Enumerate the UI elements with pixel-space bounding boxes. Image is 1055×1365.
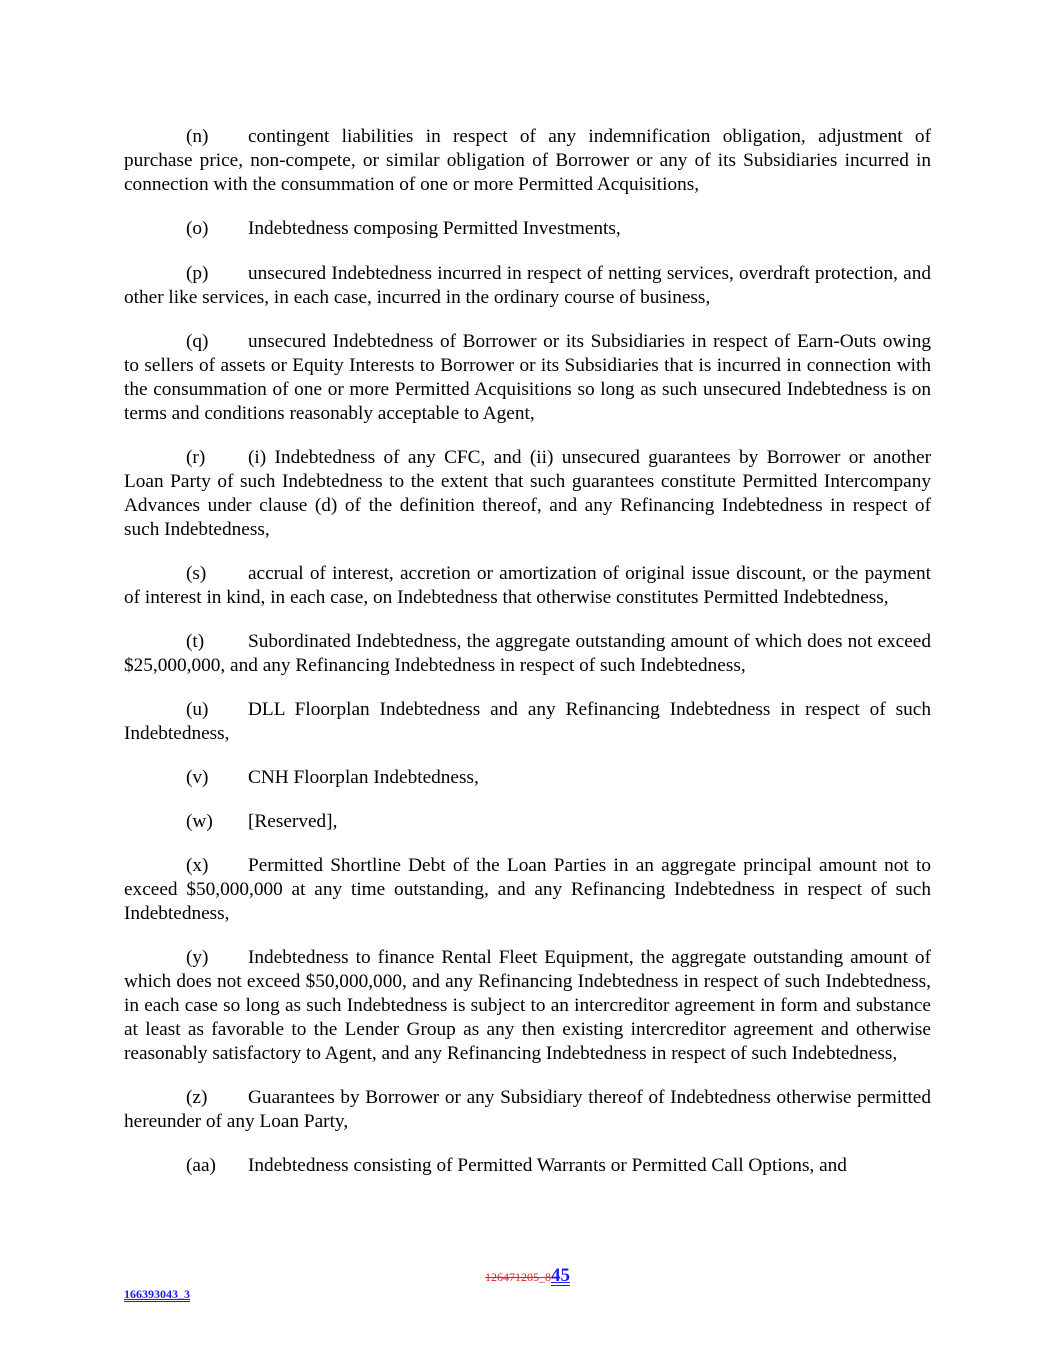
clause-label: (o) — [186, 218, 209, 239]
clause-text: CNH Floorplan Indebtedness, — [248, 767, 479, 788]
clause-label: (q) — [186, 331, 209, 352]
clause-text: [Reserved], — [248, 811, 338, 832]
clause-label: (x) — [186, 855, 209, 876]
clause-label: (n) — [186, 126, 209, 147]
clause-w — [124, 810, 931, 834]
clause-label: (y) — [186, 947, 209, 968]
clause-text: Subordinated Indebtedness, the aggregate outstanding amount of which does not exceed $25,000,000, and any Refinancing Indebtedness in respect of such Indebtedness, — [124, 631, 931, 676]
clause-text: contingent liabilities in respect of any indemnification obligation, adjustment of purchase price, non-compete, or similar obligation of Borrower or any of its Subsidiaries incurred in connection with the consummation of one or more Permitted Acquisitions, — [124, 126, 931, 195]
clause-r — [124, 446, 931, 542]
clause-aa — [124, 1154, 931, 1178]
clause-label: (t) — [186, 631, 205, 652]
clause-label: (p) — [186, 263, 209, 284]
clause-o — [124, 217, 931, 241]
page-footer — [0, 1264, 1055, 1289]
clause-text: unsecured Indebtedness incurred in respect of netting services, overdraft protection, and other like services, in each case, incurred in the ordinary course of business, — [124, 263, 931, 308]
clause-label: (w) — [186, 811, 213, 832]
clause-label: (z) — [186, 1087, 208, 1108]
clause-v — [124, 766, 931, 790]
clause-y — [124, 946, 931, 1066]
clause-x — [124, 854, 931, 926]
clause-text: Indebtedness consisting of Permitted Warrants or Permitted Call Options, and — [248, 1155, 847, 1176]
clause-p — [124, 262, 931, 310]
clause-t — [124, 630, 931, 678]
clause-label: (r) — [186, 447, 206, 468]
clause-label: (v) — [186, 767, 209, 788]
clause-label: (u) — [186, 699, 209, 720]
clause-n — [124, 125, 931, 197]
document-id: 166393043_3 — [124, 1287, 190, 1301]
clause-text: Permitted Shortline Debt of the Loan Parties in an aggregate principal amount not to exceed $50,000,000 at any time outstanding, and any Refinancing Indebtedness in respect of such Indebtedness, — [124, 855, 931, 924]
clause-text: Indebtedness to finance Rental Fleet Equipment, the aggregate outstanding amount of which does not exceed $50,000,000, and any Refinancing Indebtedness in respect of such Indebtedness, in each case so long as such Indebtedness is subject to an intercreditor agreement in form and substance at least as favorable to the Lender Group as any then existing intercreditor agreement and otherwise reasonably satisfactory to Agent, and any Refinancing Indebtedness in respect of such Indebtedness, — [124, 947, 931, 1064]
clause-text: (i) Indebtedness of any CFC, and (ii) unsecured guarantees by Borrower or another Loan Party of such Indebtedness to the extent that such guarantees constitute Permitted Intercompany Advances under clause (d) of the definition thereof, and any Refinancing Indebtedness in respect of such Indebtedness, — [124, 447, 931, 540]
clause-text: DLL Floorplan Indebtedness and any Refinancing Indebtedness in respect of such Indebtedness, — [124, 699, 931, 744]
clause-label: (aa) — [186, 1155, 216, 1176]
clause-s — [124, 562, 931, 610]
clause-q — [124, 330, 931, 426]
deleted-reference: 126471205_8 — [485, 1270, 551, 1284]
document-body — [124, 125, 931, 1198]
clause-text: Indebtedness composing Permitted Investments, — [248, 218, 621, 239]
clause-text: Guarantees by Borrower or any Subsidiary thereof of Indebtedness otherwise permitted hereunder of any Loan Party, — [124, 1087, 931, 1132]
clause-text: accrual of interest, accretion or amortization of original issue discount, or the payment of interest in kind, in each case, on Indebtedness that otherwise constitutes Permitted Indebtedness, — [124, 563, 931, 608]
clause-label: (s) — [186, 563, 207, 584]
clause-z — [124, 1086, 931, 1134]
page-number: 45 — [551, 1265, 570, 1286]
clause-text: unsecured Indebtedness of Borrower or its Subsidiaries in respect of Earn-Outs owing to sellers of assets or Equity Interests to Borrower or its Subsidiaries that is incurred in connection with the consummation of one or more Permitted Acquisitions so long as such unsecured Indebtedness is on terms and conditions reasonably acceptable to Agent, — [124, 331, 931, 424]
clause-u — [124, 698, 931, 746]
